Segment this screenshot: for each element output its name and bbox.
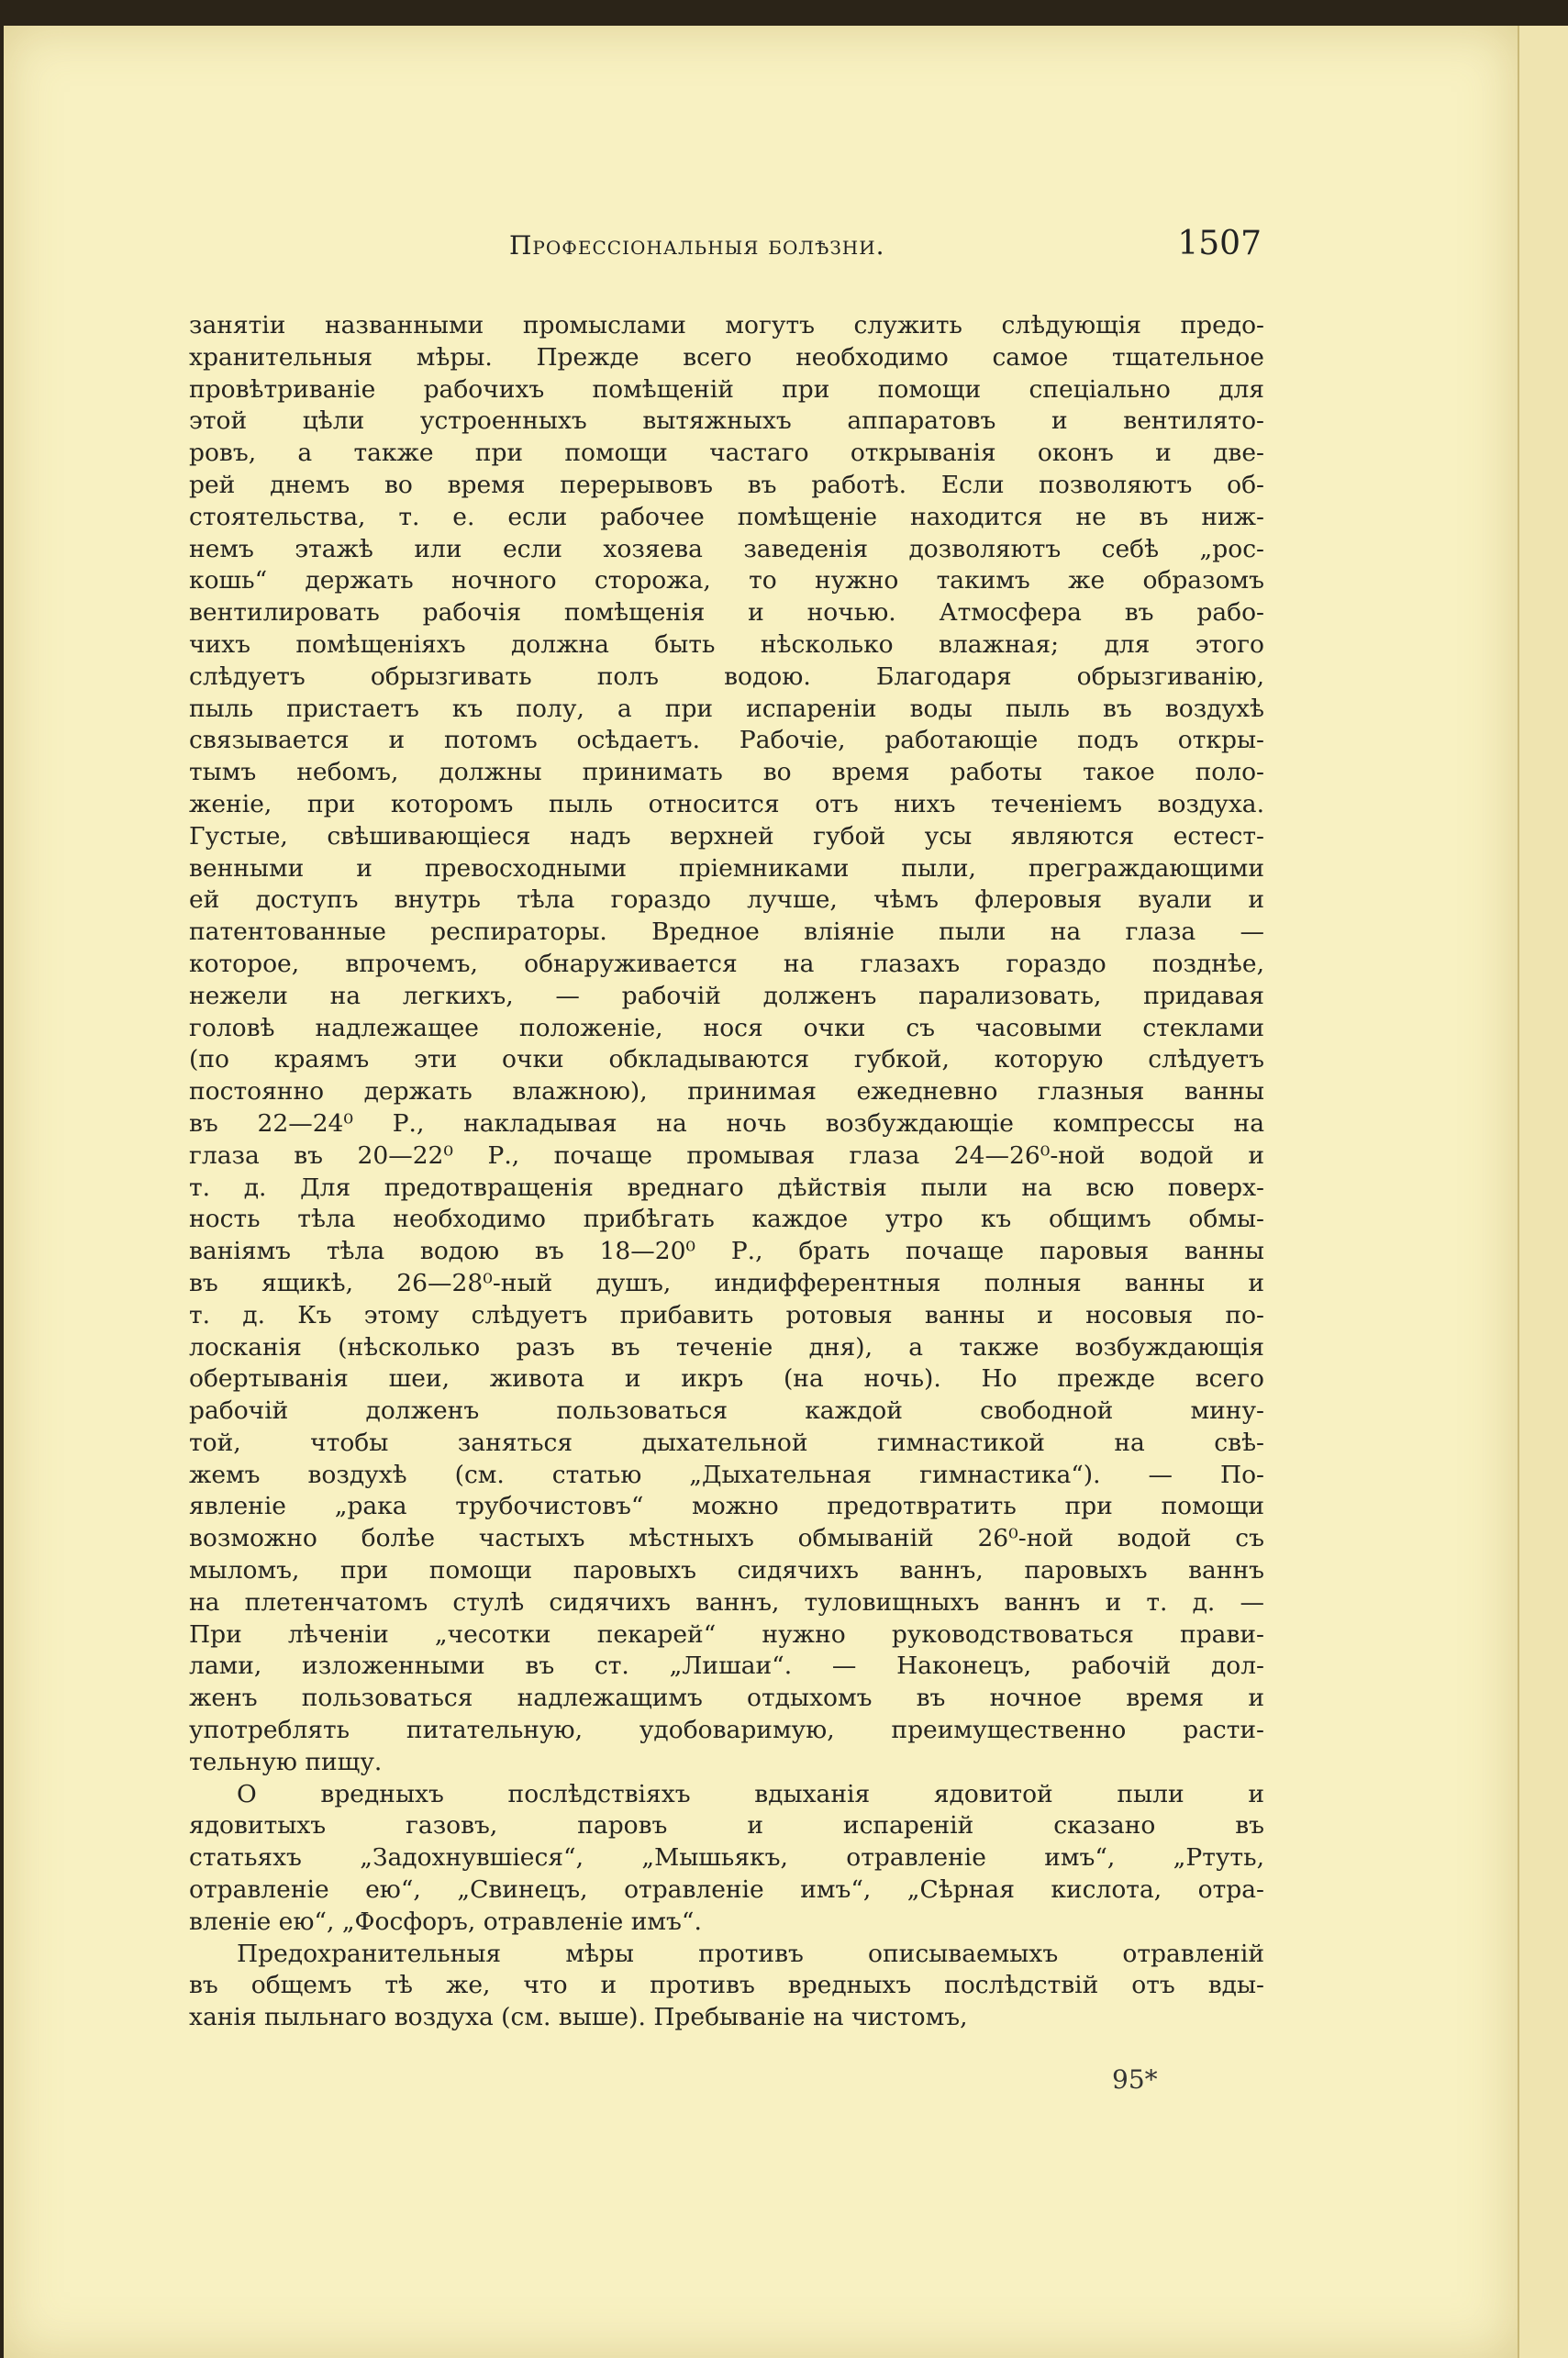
text-line: (по краямъ эти очки обкладываются губкой, которую слѣдуетъ (189, 1045, 1264, 1074)
text-line: При лѣченіи „чесотки пекарей“ нужно руководствоваться прави- (189, 1619, 1264, 1649)
text-line: связывается и потомъ осѣдаетъ. Рабочіе, работающіе подъ откры- (189, 726, 1264, 755)
text-line: рабочій долженъ пользоваться каждой свободной мину- (189, 1396, 1264, 1426)
text-line: на плетенчатомъ стулѣ сидячихъ ваннъ, туловищныхъ ваннъ и т. д. — (189, 1587, 1264, 1617)
text-line: вленіе ею“, „Фосфоръ, отравленіе имъ“. (189, 1907, 702, 1936)
text-line: ханія пыльнаго воздуха (см. выше). Пребываніе на чистомъ, (189, 2003, 968, 2032)
text-line: занятіи названными промыслами могутъ служить слѣдующія предо- (189, 311, 1264, 339)
text-line: въ 22—24⁰ Р., накладывая на ночь возбуждающіе компрессы на (189, 1108, 1264, 1138)
text-line: тымъ небомъ, должны принимать во время работы такое поло- (189, 758, 1264, 787)
text-line: въ общемъ тѣ же, что и противъ вредныхъ послѣдствій отъ вды- (189, 1971, 1264, 2000)
text-line: рей днемъ во время перерывовъ въ работѣ. Если позволяютъ об- (189, 470, 1264, 499)
text-line: глаза въ 20—22⁰ Р., почаще промывая глаза 24—26⁰-ной водой и (189, 1140, 1264, 1170)
signature-mark: 95* (1112, 2064, 1158, 2095)
text-line: обертыванія шеи, живота и икръ (на ночь). Но прежде всего (189, 1364, 1264, 1394)
text-line: т. д. Къ этому слѣдуетъ прибавить ротовыя ванны и носовыя по- (189, 1300, 1264, 1329)
text-line: т. д. Для предотвращенія вреднаго дѣйствія пыли на всю поверх- (189, 1173, 1264, 1202)
text-line: нежели на легкихъ, — рабочій долженъ парализовать, придавая (189, 981, 1264, 1010)
text-line: ность тѣла необходимо прибѣгать каждое утро къ общимъ обмы- (189, 1205, 1264, 1234)
page-edge (1518, 26, 1568, 2358)
text-line: О вредныхъ послѣдствіяхъ вдыханія ядовитой пыли и (237, 1779, 1264, 1808)
text-line: ей доступъ внутрь тѣла гораздо лучше, чѣмъ флеровыя вуали и (189, 885, 1264, 915)
page-header (509, 225, 1262, 261)
text-line: Предохранительныя мѣры противъ описываемыхъ отравленій (237, 1939, 1264, 1968)
text-line: мыломъ, при помощи паровыхъ сидячихъ ваннъ, паровыхъ ваннъ (189, 1556, 1264, 1585)
page-number: 1507 (1177, 225, 1262, 262)
text-line: жемъ воздухѣ (см. статью „Дыхательная гимнастика“). — По- (189, 1460, 1264, 1489)
text-line: ровъ, а также при помощи частаго открыванія оконъ и две- (189, 439, 1264, 468)
text-line: лами, изложенными въ ст. „Лишаи“. — Наконецъ, рабочій дол- (189, 1652, 1264, 1681)
text-line: ваніямъ тѣла водою въ 18—20⁰ Р., брать почаще паровыя ванны (189, 1237, 1264, 1266)
text-line: хранительныя мѣры. Прежде всего необходимо самое тщательное (189, 342, 1264, 372)
text-line: вентилировать рабочія помѣщенія и ночью. Атмосфера въ рабо- (189, 598, 1264, 628)
text-line: чихъ помѣщеніяхъ должна быть нѣсколько влажная; для этого (189, 629, 1264, 659)
text-line: которое, впрочемъ, обнаруживается на глазахъ гораздо позднѣе, (189, 949, 1264, 978)
body-text (189, 310, 1264, 2034)
text-line: слѣдуетъ обрызгивать полъ водою. Благодаря обрызгиванію, (189, 662, 1264, 691)
text-line: возможно болѣе частыхъ мѣстныхъ обмываній 26⁰-ной водой съ (189, 1524, 1264, 1553)
text-line: статьяхъ „Задохнувшіеся“, „Мышьякъ, отравленіе имъ“, „Ртуть, (189, 1843, 1264, 1873)
text-line: употреблять питательную, удобоваримую, преимущественно расти- (189, 1716, 1264, 1745)
text-line: женіе, при которомъ пыль относится отъ нихъ теченіемъ воздуха. (189, 789, 1264, 818)
text-line: стоятельства, т. е. если рабочее помѣщеніе находится не въ ниж- (189, 502, 1264, 531)
text-line: той, чтобы заняться дыхательной гимнастикой на свѣ- (189, 1428, 1264, 1457)
running-head: Профессіональныя болѣзни. (509, 230, 885, 261)
text-line: тельную пищу. (189, 1747, 383, 1776)
text-line: головѣ надлежащее положеніе, нося очки съ часовыми стеклами (189, 1013, 1264, 1042)
text-line: этой цѣли устроенныхъ вытяжныхъ аппаратовъ и вентилято- (189, 406, 1264, 436)
text-line: лосканія (нѣсколько разъ въ теченіе дня), а также возбуждающія (189, 1332, 1264, 1362)
text-line: ядовитыхъ газовъ, паровъ и испареній сказано въ (189, 1811, 1264, 1841)
text-line: провѣтриваніе рабочихъ помѣщеній при помощи спеціально для (189, 374, 1264, 404)
text-line: патентованные респираторы. Вредное вліяніе пыли на глаза — (189, 918, 1264, 947)
text-line: постоянно держать влажною), принимая ежедневно глазныя ванны (189, 1077, 1264, 1107)
text-line: венными и превосходными пріемниками пыли, преграждающими (189, 853, 1264, 883)
text-line: явленіе „рака трубочистовъ“ можно предотвратить при помощи (189, 1492, 1264, 1521)
text-line: отравленіе ею“, „Свинецъ, отравленіе имъ“, „Сѣрная кислота, отра- (189, 1875, 1264, 1905)
text-line: немъ этажѣ или если хозяева заведенія дозволяютъ себѣ „рос- (189, 534, 1264, 563)
text-line: Густые, свѣшивающіеся надъ верхней губой усы являются естест- (189, 821, 1264, 851)
text-line: въ ящикѣ, 26—28⁰-ный душъ, индифферентныя полныя ванны и (189, 1268, 1264, 1297)
text-line: пыль пристаетъ къ полу, а при испареніи воды пыль въ воздухѣ (189, 694, 1264, 723)
text-line: кошь“ держать ночного сторожа, то нужно такимъ же образомъ (189, 566, 1264, 595)
text-line: женъ пользоваться надлежащимъ отдыхомъ въ ночное время и (189, 1684, 1264, 1713)
